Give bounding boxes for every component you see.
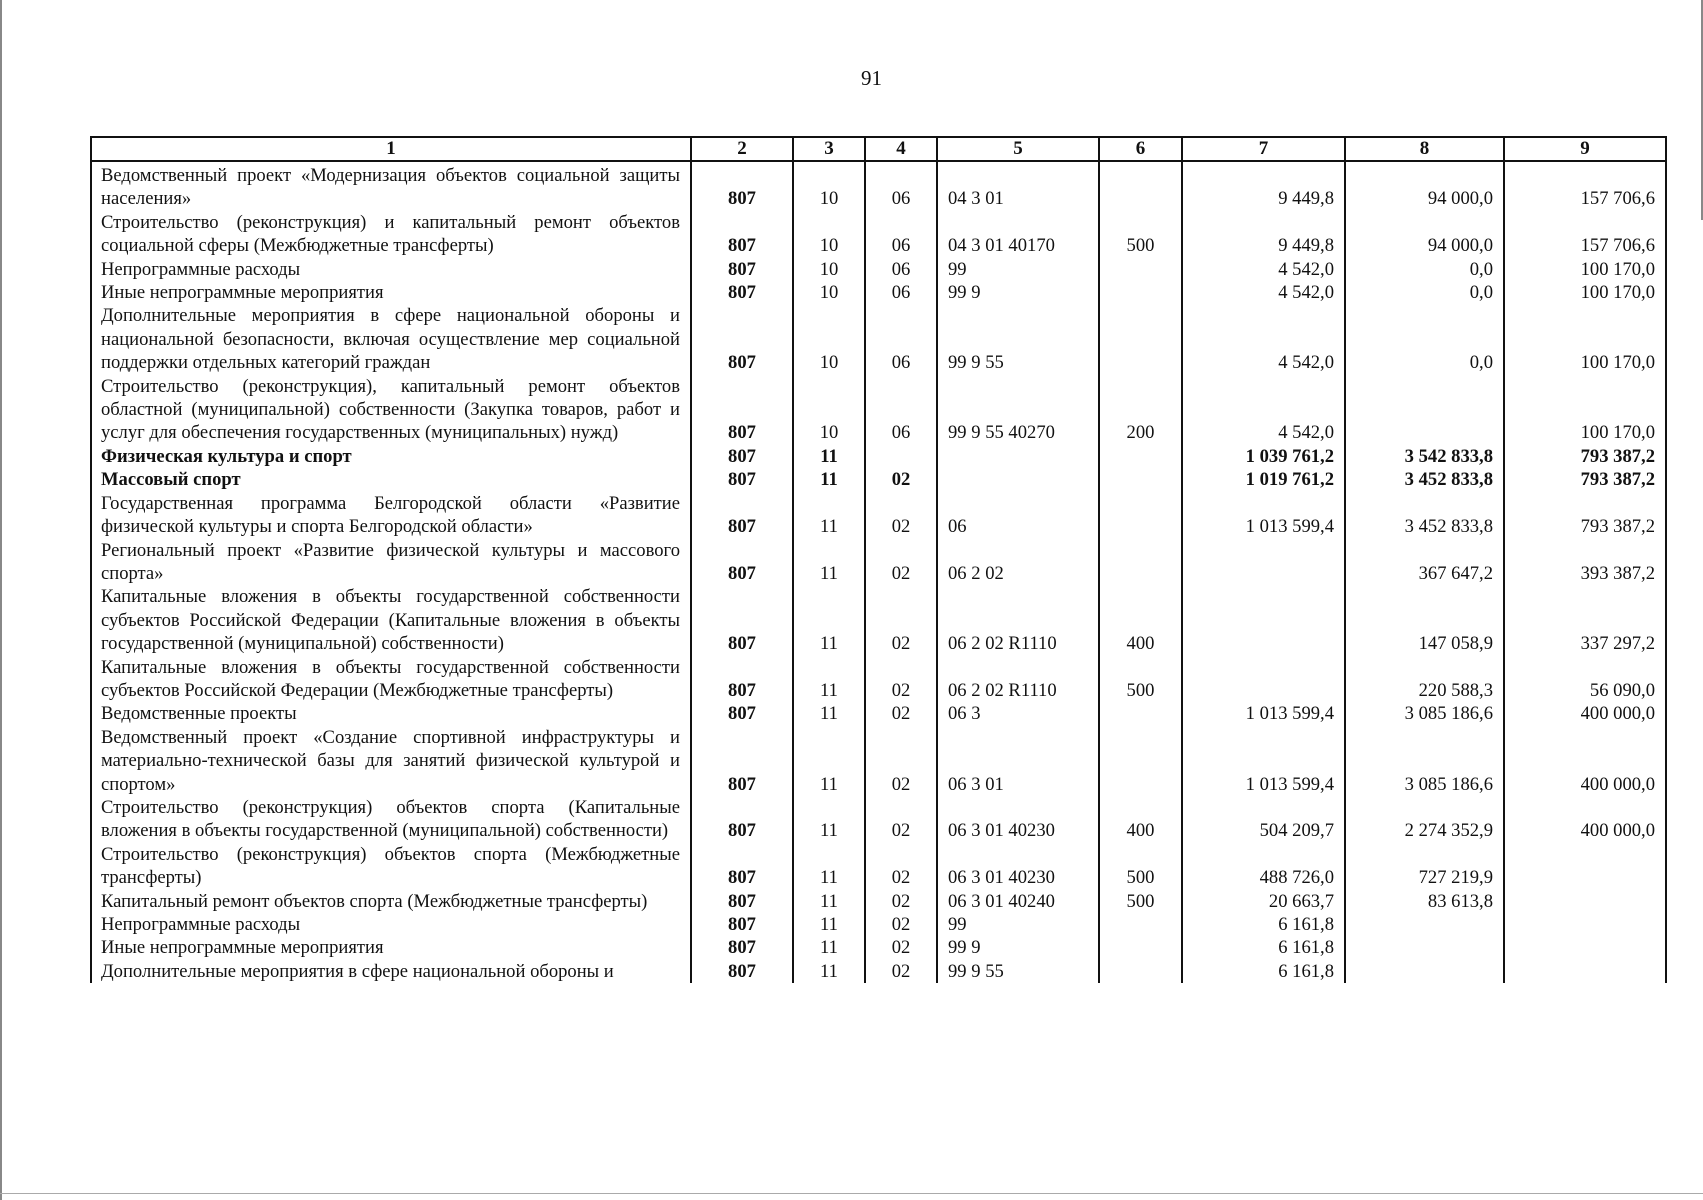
row-description: Государственная программа Белгородской области «Развитие физической культуры и спорта Белгородской области»: [91, 492, 691, 539]
row-code-subsection: 02: [865, 913, 937, 936]
row-amount-col7: 1 013 599,4: [1182, 726, 1345, 796]
row-code-ministry: 807: [691, 375, 793, 445]
row-code-section: 10: [793, 281, 865, 304]
row-amount-col7: [1182, 539, 1345, 586]
row-code-ministry: 807: [691, 304, 793, 374]
row-description: Дополнительные мероприятия в сфере национальной обороны и национальной безопасности, включая осуществление мер социальной поддержки отдельных категорий граждан: [91, 304, 691, 374]
row-code-section: 11: [793, 796, 865, 843]
row-code-target: 99 9: [937, 936, 1099, 959]
row-amount-col7: 6 161,8: [1182, 913, 1345, 936]
row-code-target: 06 3 01 40230: [937, 843, 1099, 890]
row-code-section: 11: [793, 843, 865, 890]
row-amount-col9: [1504, 960, 1666, 983]
row-code-ministry: 807: [691, 656, 793, 703]
row-amount-col9: 793 387,2: [1504, 445, 1666, 468]
row-code-subsection: 02: [865, 796, 937, 843]
row-code-expense-type: [1099, 304, 1182, 374]
row-amount-col9: 100 170,0: [1504, 258, 1666, 281]
budget-table: [90, 136, 1667, 983]
row-description: Строительство (реконструкция) и капитальный ремонт объектов социальной сферы (Межбюджетные трансферты): [91, 211, 691, 258]
sheet-edge-bottom: [0, 1193, 1703, 1194]
row-code-section: 10: [793, 375, 865, 445]
row-amount-col9: 337 297,2: [1504, 585, 1666, 655]
row-amount-col8: 3 452 833,8: [1345, 492, 1504, 539]
row-amount-col7: 504 209,7: [1182, 796, 1345, 843]
row-amount-col8: 220 588,3: [1345, 656, 1504, 703]
row-amount-col8: 3 452 833,8: [1345, 468, 1504, 491]
row-code-expense-type: [1099, 539, 1182, 586]
row-amount-col9: 100 170,0: [1504, 375, 1666, 445]
row-code-ministry: 807: [691, 796, 793, 843]
row-code-subsection: 06: [865, 375, 937, 445]
row-code-ministry: 807: [691, 281, 793, 304]
row-description: Иные непрограммные мероприятия: [91, 936, 691, 959]
row-amount-col9: 100 170,0: [1504, 281, 1666, 304]
row-amount-col8: 83 613,8: [1345, 890, 1504, 913]
row-code-target: 06 3 01: [937, 726, 1099, 796]
row-amount-col7: 6 161,8: [1182, 936, 1345, 959]
row-code-ministry: 807: [691, 960, 793, 983]
row-code-section: 11: [793, 492, 865, 539]
row-code-section: 11: [793, 702, 865, 725]
row-code-expense-type: [1099, 281, 1182, 304]
table-body: [91, 161, 1666, 983]
row-code-expense-type: [1099, 468, 1182, 491]
row-code-section: 11: [793, 913, 865, 936]
column-header-1: 1: [91, 137, 691, 161]
row-amount-col8: 0,0: [1345, 281, 1504, 304]
table-row: [91, 656, 1666, 703]
row-code-target: [937, 468, 1099, 491]
row-amount-col7: 1 039 761,2: [1182, 445, 1345, 468]
row-code-target: 06 3: [937, 702, 1099, 725]
row-amount-col8: 0,0: [1345, 304, 1504, 374]
row-amount-col9: 400 000,0: [1504, 796, 1666, 843]
table-row: [91, 304, 1666, 374]
row-code-section: 10: [793, 211, 865, 258]
row-description: Непрограммные расходы: [91, 913, 691, 936]
row-code-target: 06 3 01 40230: [937, 796, 1099, 843]
row-amount-col7: [1182, 656, 1345, 703]
row-amount-col7: 6 161,8: [1182, 960, 1345, 983]
row-code-target: 99 9 55: [937, 304, 1099, 374]
row-amount-col9: 793 387,2: [1504, 468, 1666, 491]
row-description: Ведомственный проект «Создание спортивной инфраструктуры и материально-технической базы для занятий физической культурой и спортом»: [91, 726, 691, 796]
row-amount-col8: 3 085 186,6: [1345, 726, 1504, 796]
row-description: Дополнительные мероприятия в сфере национальной обороны и: [91, 960, 691, 983]
row-amount-col9: 56 090,0: [1504, 656, 1666, 703]
row-description: Ведомственные проекты: [91, 702, 691, 725]
row-code-ministry: 807: [691, 258, 793, 281]
row-code-expense-type: [1099, 960, 1182, 983]
row-code-section: 11: [793, 726, 865, 796]
row-code-expense-type: 400: [1099, 796, 1182, 843]
row-code-subsection: 06: [865, 211, 937, 258]
row-code-subsection: 02: [865, 890, 937, 913]
row-amount-col7: 1 013 599,4: [1182, 702, 1345, 725]
row-amount-col8: [1345, 960, 1504, 983]
row-amount-col7: [1182, 585, 1345, 655]
table-row: [91, 843, 1666, 890]
row-code-expense-type: [1099, 936, 1182, 959]
row-amount-col9: 100 170,0: [1504, 304, 1666, 374]
row-code-ministry: 807: [691, 843, 793, 890]
row-code-target: 06 2 02 R1110: [937, 656, 1099, 703]
column-header-3: 3: [793, 137, 865, 161]
row-code-section: 11: [793, 445, 865, 468]
table-row: [91, 913, 1666, 936]
row-code-section: 11: [793, 585, 865, 655]
row-amount-col7: 4 542,0: [1182, 304, 1345, 374]
table-row: [91, 211, 1666, 258]
column-header-8: 8: [1345, 137, 1504, 161]
row-code-expense-type: 400: [1099, 585, 1182, 655]
row-amount-col8: 2 274 352,9: [1345, 796, 1504, 843]
row-code-section: 11: [793, 890, 865, 913]
row-code-subsection: 02: [865, 726, 937, 796]
row-amount-col9: [1504, 890, 1666, 913]
row-code-subsection: 02: [865, 585, 937, 655]
row-code-ministry: 807: [691, 539, 793, 586]
row-code-subsection: 02: [865, 843, 937, 890]
row-amount-col8: 727 219,9: [1345, 843, 1504, 890]
table-row: [91, 702, 1666, 725]
row-code-expense-type: [1099, 445, 1182, 468]
row-code-ministry: 807: [691, 890, 793, 913]
row-amount-col7: 9 449,8: [1182, 211, 1345, 258]
row-amount-col7: 20 663,7: [1182, 890, 1345, 913]
row-code-target: [937, 445, 1099, 468]
row-amount-col8: [1345, 936, 1504, 959]
row-code-target: 99 9: [937, 281, 1099, 304]
row-code-section: 10: [793, 258, 865, 281]
row-description: Региональный проект «Развитие физической культуры и массового спорта»: [91, 539, 691, 586]
row-amount-col7: 9 449,8: [1182, 161, 1345, 211]
row-description: Строительство (реконструкция), капитальный ремонт объектов областной (муниципальной) собственности (Закупка товаров, работ и услуг для обеспечения государственных (муниципальных) нужд): [91, 375, 691, 445]
row-code-ministry: 807: [691, 936, 793, 959]
row-code-ministry: 807: [691, 161, 793, 211]
row-code-target: 06 2 02 R1110: [937, 585, 1099, 655]
table-row: [91, 161, 1666, 211]
row-code-expense-type: [1099, 492, 1182, 539]
row-amount-col8: [1345, 913, 1504, 936]
row-description: Непрограммные расходы: [91, 258, 691, 281]
row-code-ministry: 807: [691, 702, 793, 725]
table-row: [91, 936, 1666, 959]
column-header-4: 4: [865, 137, 937, 161]
column-header-5: 5: [937, 137, 1099, 161]
row-code-subsection: 06: [865, 161, 937, 211]
row-description: Капитальные вложения в объекты государственной собственности субъектов Российской Федерации (Капитальные вложения в объекты государственной (муниципальной) собственности): [91, 585, 691, 655]
column-header-6: 6: [1099, 137, 1182, 161]
row-code-target: 99: [937, 258, 1099, 281]
row-code-target: 04 3 01 40170: [937, 211, 1099, 258]
row-description: Иные непрограммные мероприятия: [91, 281, 691, 304]
row-code-expense-type: 500: [1099, 656, 1182, 703]
table-row: [91, 375, 1666, 445]
row-description: Ведомственный проект «Модернизация объектов социальной защиты населения»: [91, 161, 691, 211]
row-code-target: 06 3 01 40240: [937, 890, 1099, 913]
sheet-edge-left: [0, 0, 2, 1200]
row-code-target: 04 3 01: [937, 161, 1099, 211]
row-code-expense-type: 500: [1099, 843, 1182, 890]
row-code-subsection: 02: [865, 539, 937, 586]
row-amount-col9: [1504, 843, 1666, 890]
row-amount-col7: 4 542,0: [1182, 375, 1345, 445]
row-amount-col8: 147 058,9: [1345, 585, 1504, 655]
table-row: [91, 258, 1666, 281]
column-header-7: 7: [1182, 137, 1345, 161]
row-amount-col9: 157 706,6: [1504, 161, 1666, 211]
row-amount-col9: 400 000,0: [1504, 702, 1666, 725]
row-code-expense-type: [1099, 161, 1182, 211]
row-amount-col8: 94 000,0: [1345, 211, 1504, 258]
row-code-subsection: 06: [865, 258, 937, 281]
row-description: Капитальные вложения в объекты государственной собственности субъектов Российской Федерации (Межбюджетные трансферты): [91, 656, 691, 703]
row-code-expense-type: 500: [1099, 890, 1182, 913]
row-code-expense-type: [1099, 258, 1182, 281]
table-row: [91, 445, 1666, 468]
table-row: [91, 281, 1666, 304]
row-code-section: 11: [793, 468, 865, 491]
row-code-ministry: 807: [691, 445, 793, 468]
row-amount-col7: 4 542,0: [1182, 258, 1345, 281]
row-code-expense-type: [1099, 726, 1182, 796]
row-code-subsection: 02: [865, 656, 937, 703]
row-amount-col9: [1504, 936, 1666, 959]
row-code-expense-type: [1099, 913, 1182, 936]
row-code-subsection: [865, 445, 937, 468]
table-row: [91, 468, 1666, 491]
row-code-section: 10: [793, 304, 865, 374]
table-row: [91, 585, 1666, 655]
column-header-9: 9: [1504, 137, 1666, 161]
row-code-expense-type: 200: [1099, 375, 1182, 445]
row-amount-col9: 157 706,6: [1504, 211, 1666, 258]
table-row: [91, 796, 1666, 843]
row-code-target: 99 9 55 40270: [937, 375, 1099, 445]
row-code-subsection: 02: [865, 936, 937, 959]
row-code-subsection: 06: [865, 281, 937, 304]
row-code-subsection: 02: [865, 702, 937, 725]
row-code-ministry: 807: [691, 585, 793, 655]
row-amount-col9: 393 387,2: [1504, 539, 1666, 586]
row-amount-col9: 400 000,0: [1504, 726, 1666, 796]
row-code-subsection: 02: [865, 960, 937, 983]
row-amount-col8: 3 085 186,6: [1345, 702, 1504, 725]
row-amount-col7: 488 726,0: [1182, 843, 1345, 890]
row-description: Строительство (реконструкция) объектов спорта (Капитальные вложения в объекты государственной (муниципальной) собственности): [91, 796, 691, 843]
row-code-target: 99 9 55: [937, 960, 1099, 983]
row-amount-col8: 3 542 833,8: [1345, 445, 1504, 468]
row-code-section: 10: [793, 161, 865, 211]
row-description: Массовый спорт: [91, 468, 691, 491]
table-row: [91, 890, 1666, 913]
row-code-expense-type: [1099, 702, 1182, 725]
row-code-target: 06 2 02: [937, 539, 1099, 586]
page-number: 91: [861, 66, 882, 90]
column-header-2: 2: [691, 137, 793, 161]
row-code-ministry: 807: [691, 726, 793, 796]
row-amount-col9: 793 387,2: [1504, 492, 1666, 539]
row-code-ministry: 807: [691, 211, 793, 258]
row-code-subsection: 02: [865, 468, 937, 491]
row-description: Капитальный ремонт объектов спорта (Межбюджетные трансферты): [91, 890, 691, 913]
row-amount-col8: [1345, 375, 1504, 445]
row-code-section: 11: [793, 539, 865, 586]
row-code-section: 11: [793, 656, 865, 703]
row-code-expense-type: 500: [1099, 211, 1182, 258]
row-code-target: 99: [937, 913, 1099, 936]
row-amount-col8: 367 647,2: [1345, 539, 1504, 586]
row-amount-col7: 1 019 761,2: [1182, 468, 1345, 491]
row-description: Строительство (реконструкция) объектов спорта (Межбюджетные трансферты): [91, 843, 691, 890]
row-code-target: 06: [937, 492, 1099, 539]
row-code-subsection: 06: [865, 304, 937, 374]
row-amount-col7: 1 013 599,4: [1182, 492, 1345, 539]
row-amount-col8: 94 000,0: [1345, 161, 1504, 211]
row-amount-col8: 0,0: [1345, 258, 1504, 281]
row-code-ministry: 807: [691, 468, 793, 491]
row-code-ministry: 807: [691, 913, 793, 936]
row-amount-col9: [1504, 913, 1666, 936]
row-code-subsection: 02: [865, 492, 937, 539]
table-row: [91, 539, 1666, 586]
row-amount-col7: 4 542,0: [1182, 281, 1345, 304]
row-description: Физическая культура и спорт: [91, 445, 691, 468]
row-code-section: 11: [793, 936, 865, 959]
row-code-section: 11: [793, 960, 865, 983]
row-code-ministry: 807: [691, 492, 793, 539]
table-row: [91, 726, 1666, 796]
table-row: [91, 960, 1666, 983]
header-row: [91, 137, 1666, 161]
table-row: [91, 492, 1666, 539]
